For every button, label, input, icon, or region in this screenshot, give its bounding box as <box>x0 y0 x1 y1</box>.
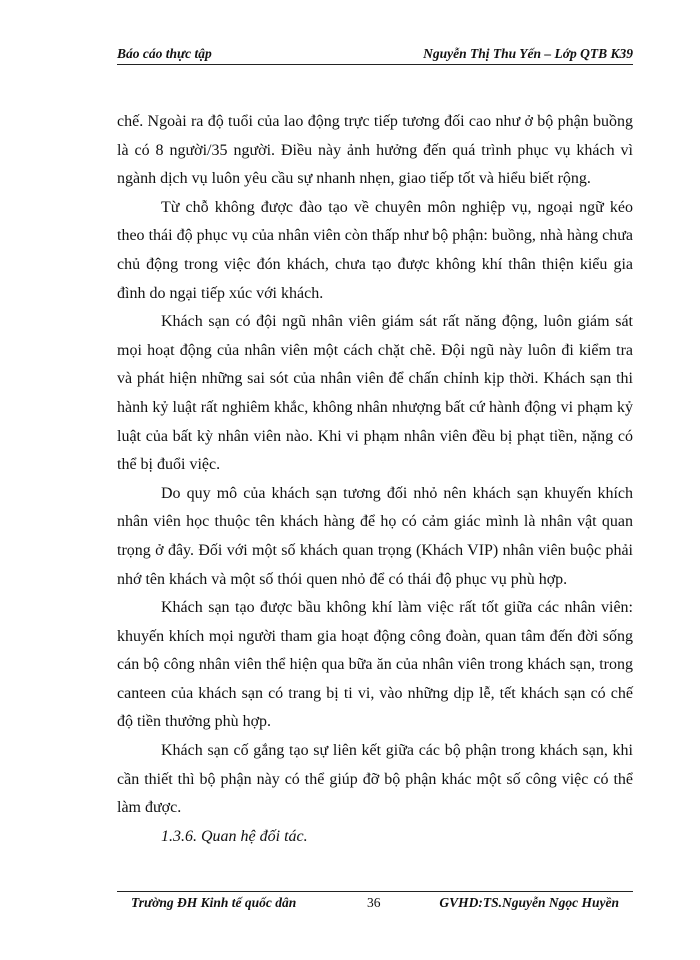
paragraph-continuation: chế. Ngoài ra độ tuổi của lao động trực tiếp tương đối cao như ở bộ phận buồng là có 8 người/35 người. Điều này ảnh hưởng đến quá trình phục vụ khách vì ngành dịch vụ luôn yêu cầu sự nhanh nhẹn, giao tiếp tốt và hiểu biết rộng. <box>117 113 633 188</box>
paragraph: Khách sạn tạo được bầu không khí làm việc rất tốt giữa các nhân viên: khuyến khích mọi người tham gia hoạt động công đoàn, quan tâm đến đời sống cán bộ công nhân viên thể hiện qua bữa ăn của nhân viên trong khách sạn, trong canteen của khách sạn có trang bị ti vi, vào những dịp lễ, tết khách sạn có chế độ tiền thưởng phù hợp. <box>117 599 633 731</box>
page-body <box>117 108 633 851</box>
footer-university: Trường ĐH Kinh tế quốc dân <box>131 895 297 910</box>
paragraph: Do quy mô của khách sạn tương đối nhỏ nên khách sạn khuyến khích nhân viên học thuộc tên khách hàng để họ có cảm giác mình là nhân vật quan trọng ở đây. Đối với một số khách quan trọng (Khách VIP) nhân viên buộc phải nhớ tên khách và một số thói quen nhỏ để có thái độ phục vụ phù hợp. <box>117 484 633 588</box>
page-number: 36 <box>367 895 381 910</box>
section-heading: 1.3.6. Quan hệ đối tác. <box>161 827 308 845</box>
page-header <box>117 46 633 66</box>
header-divider <box>117 64 633 65</box>
header-report-title: Báo cáo thực tập <box>117 46 212 61</box>
paragraph: Khách sạn cố gắng tạo sự liên kết giữa các bộ phận trong khách sạn, khi cần thiết thì bộ phận này có thể giúp đỡ bộ phận khác một số công việc có thể làm được. <box>117 742 633 817</box>
paragraph: Từ chỗ không được đào tạo về chuyên môn nghiệp vụ, ngoại ngữ kéo theo thái độ phục vụ của nhân viên còn thấp như bộ phận: buồng, nhà hàng chưa chủ động trong việc đón khách, chưa tạo được không khí thân thiện kiểu gia đình do ngại tiếp xúc với khách. <box>117 198 633 302</box>
page-footer <box>117 895 633 915</box>
footer-divider <box>117 891 633 892</box>
header-author: Nguyễn Thị Thu Yến – Lớp QTB K39 <box>423 46 633 61</box>
footer-supervisor: GVHD:TS.Nguyễn Ngọc Huyền <box>439 895 619 910</box>
paragraph: Khách sạn có đội ngũ nhân viên giám sát rất năng động, luôn giám sát mọi hoạt động của nhân viên một cách chặt chẽ. Đội ngũ này luôn đi kiểm tra và phát hiện những sai sót của nhân viên để chấn chỉnh kịp thời. Khách sạn thi hành kỷ luật rất nghiêm khắc, không nhân nhượng bất cứ hành động vi phạm kỷ luật của bất kỳ nhân viên nào. Khi vi phạm nhân viên đều bị phạt tiền, nặng có thể bị đuổi việc. <box>117 313 633 474</box>
